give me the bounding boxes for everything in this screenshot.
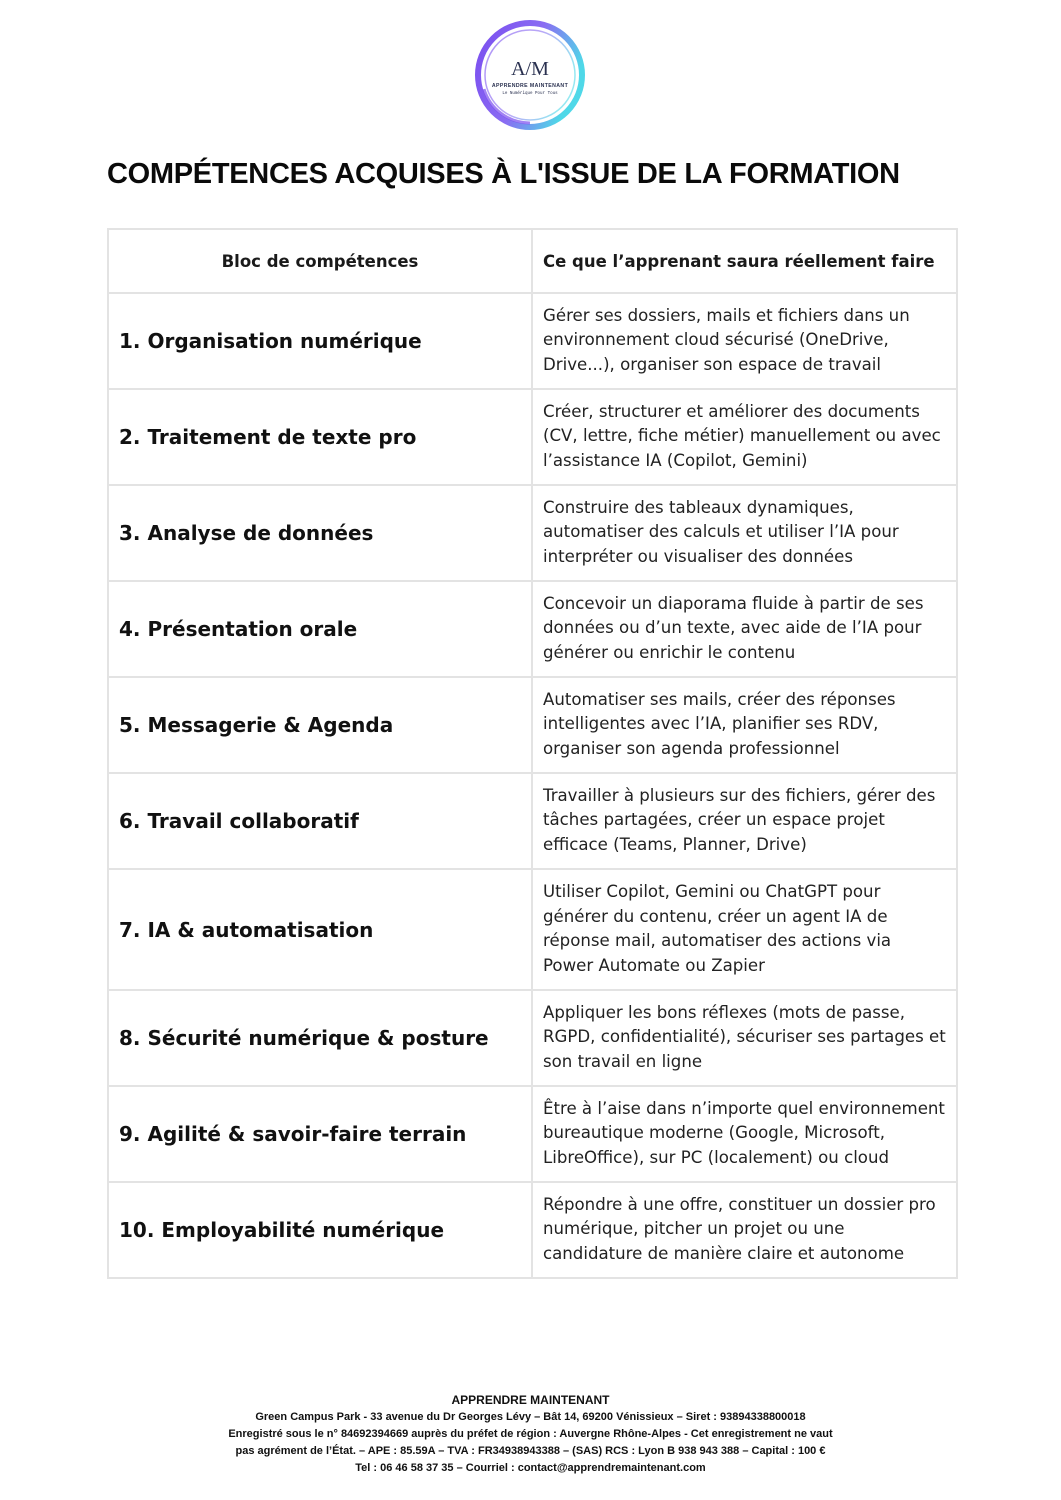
description-cell: Créer, structurer et améliorer des documents (CV, lettre, fiche métier) manuellement ou avec l’assistance IA (Copilot, Gemini) xyxy=(532,389,957,485)
table-row xyxy=(108,485,957,581)
table-row xyxy=(108,389,957,485)
table-row xyxy=(108,1086,957,1182)
description-cell: Automatiser ses mails, créer des réponses intelligentes avec l’IA, planifier ses RDV, organiser son agenda professionnel xyxy=(532,677,957,773)
page-title: COMPÉTENCES ACQUISES À L'ISSUE DE LA FORMATION xyxy=(107,158,900,190)
description-cell: Répondre à une offre, constituer un dossier pro numérique, pitcher un projet ou une candidature de manière claire et autonome xyxy=(532,1182,957,1278)
footer-address: Green Campus Park - 33 avenue du Dr Georges Lévy – Bât 14, 69200 Vénissieux – Siret : 93894338800018 xyxy=(255,1411,806,1423)
description-cell: Utiliser Copilot, Gemini ou ChatGPT pour générer du contenu, créer un agent IA de réponse mail, automatiser des actions via Power Automate ou Zapier xyxy=(532,869,957,990)
bloc-cell: 10. Employabilité numérique xyxy=(108,1182,532,1278)
column-header-bloc: Bloc de compétences xyxy=(108,229,532,293)
description-cell: Construire des tableaux dynamiques, automatiser des calculs et utiliser l’IA pour interpréter ou visualiser des données xyxy=(532,485,957,581)
bloc-cell: 8. Sécurité numérique & posture xyxy=(108,990,532,1086)
bloc-cell: 6. Travail collaboratif xyxy=(108,773,532,869)
company-logo xyxy=(470,15,590,135)
logo-monogram: A/M xyxy=(511,58,549,80)
bloc-cell: 2. Traitement de texte pro xyxy=(108,389,532,485)
description-cell: Être à l’aise dans n’importe quel environnement bureautique moderne (Google, Microsoft, LibreOffice), sur PC (localement) ou cloud xyxy=(532,1086,957,1182)
description-cell: Travailler à plusieurs sur des fichiers, gérer des tâches partagées, créer un espace projet efficace (Teams, Planner, Drive) xyxy=(532,773,957,869)
logo-name: APPRENDRE MAINTENANT xyxy=(491,83,569,89)
bloc-cell: 9. Agilité & savoir-faire terrain xyxy=(108,1086,532,1182)
description-cell: Concevoir un diaporama fluide à partir de ses données ou d’un texte, avec aide de l’IA pour générer ou enrichir le contenu xyxy=(532,581,957,677)
footer-contact: Tel : 06 46 58 37 35 – Courriel : contact@apprendremaintenant.com xyxy=(355,1462,706,1474)
footer-legal: pas agrément de l’État. – APE : 85.59A – TVA : FR34938943388 – (SAS) RCS : Lyon B 938 943 388 – Capital : 100 € xyxy=(235,1445,826,1457)
logo-tagline: Le Numérique Pour Tous xyxy=(502,92,558,96)
table-row xyxy=(108,1182,957,1278)
table-row xyxy=(108,581,957,677)
table-row xyxy=(108,293,957,389)
bloc-cell: 5. Messagerie & Agenda xyxy=(108,677,532,773)
footer-company-name: APPRENDRE MAINTENANT xyxy=(451,1393,610,1407)
table-row xyxy=(108,990,957,1086)
footer-registration: Enregistré sous le n° 84692394669 auprès du préfet de région : Auvergne Rhône-Alpes - Cet enregistrement ne vaut xyxy=(228,1428,833,1440)
page-footer xyxy=(0,1392,1061,1477)
table-row xyxy=(108,773,957,869)
bloc-cell: 7. IA & automatisation xyxy=(108,869,532,990)
bloc-cell: 3. Analyse de données xyxy=(108,485,532,581)
competences-table xyxy=(107,228,958,1279)
bloc-cell: 1. Organisation numérique xyxy=(108,293,532,389)
table-header-row xyxy=(108,229,957,293)
table-row xyxy=(108,677,957,773)
column-header-description: Ce que l’apprenant saura réellement faire xyxy=(532,229,957,293)
table-row xyxy=(108,869,957,990)
description-cell: Appliquer les bons réflexes (mots de passe, RGPD, confidentialité), sécuriser ses partages et son travail en ligne xyxy=(532,990,957,1086)
description-cell: Gérer ses dossiers, mails et fichiers dans un environnement cloud sécurisé (OneDrive, Drive...), organiser son espace de travail xyxy=(532,293,957,389)
bloc-cell: 4. Présentation orale xyxy=(108,581,532,677)
logo-ring-icon xyxy=(470,15,590,135)
